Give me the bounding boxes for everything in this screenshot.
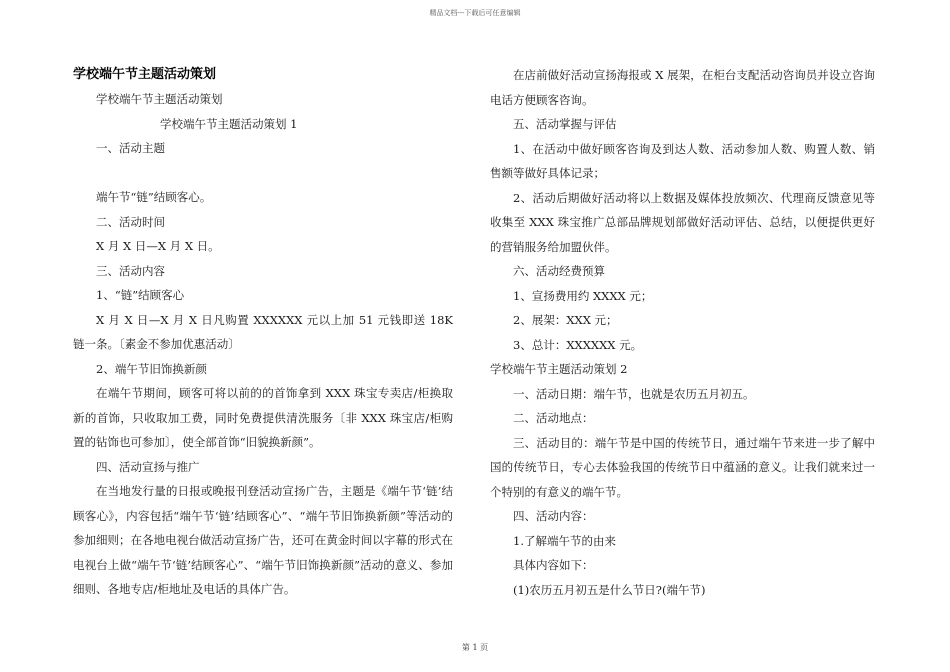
page-number: 第 1 页: [461, 643, 489, 652]
paragraph: X 月 X 日—X 月 X 日。: [96, 239, 220, 253]
paragraph: 一、活动日期：端午节，也就是农历五月初五。: [513, 386, 755, 401]
section-heading: 学校端午节主题活动策划 2: [490, 362, 628, 376]
section-heading: 一、活动主题: [96, 141, 165, 155]
paragraph: (1)农历五月初五是什么节日?(端午节): [513, 582, 706, 597]
right-column: [490, 63, 875, 602]
blank-line: [73, 161, 453, 186]
paragraph: 在当地发行量的日报或晚报刊登活动宣扬广告，主题是《端午节‘链’结顾客心》，内容包括“端午节‘链’结顾客心”、“端午节旧饰换新颜”等活动的参加细则；在各地电视台做活动宣扬广告，还可在黄金时间以字幕的形式在电视台上做“端午节‘链’结顾客心”、“端午节旧饰换新颜”活动的意义、参加细则、各地专店/柜地址及电话的具体广告。: [73, 484, 453, 596]
section-heading: 四、活动内容：: [513, 509, 594, 523]
paragraph: 1、在活动中做好顾客咨询及到达人数、活动参加人数、购置人数、销售额等做好具体记录；: [490, 141, 875, 180]
section-heading: 四、活动宣扬与推广: [96, 459, 200, 474]
section-heading: 三、活动内容: [96, 263, 165, 278]
paragraph: 2、展架：XXX 元；: [513, 313, 618, 327]
paragraph: 2、端午节旧饰换新颜: [96, 361, 207, 376]
document-title: 学校端午节主题活动策划: [73, 67, 217, 82]
paragraph: X 月 X 日—X 月 X 日凡购置 XXXXXX 元以上加 51 元钱即送 18K 链一条。〔素金不参加优惠活动〕: [73, 312, 453, 351]
paragraph: 端午节“链”结顾客心。: [96, 190, 212, 204]
paragraph: 3、总计：XXXXXX 元。: [513, 337, 643, 352]
paragraph: 在店前做好活动宣扬海报或 X 展架，在柜台支配活动咨询员并设立咨询电话方便顾客咨询。: [490, 68, 875, 107]
paragraph: 二、活动地点：: [513, 411, 594, 425]
page-header: 精品文档---下载后可任意编辑: [429, 9, 521, 17]
paragraph: 1.了解端午节的由来: [513, 533, 616, 548]
paragraph: 具体内容如下：: [513, 558, 594, 572]
paragraph: 学校端午节主题活动策划: [96, 92, 223, 106]
section-heading: 二、活动时间: [96, 214, 165, 229]
section-heading: 学校端午节主题活动策划 1: [160, 116, 298, 131]
left-column: [73, 63, 453, 602]
section-heading: 五、活动掌握与评估: [513, 117, 617, 131]
paragraph: 在端午节期间，顾客可将以前的的首饰拿到 XXX 珠宝专卖店/柜换取新的首饰，只收取加工费，同时免费提供清洗服务〔非 XXX 珠宝店/柜购置的钻饰也可参加〕，使全部首饰“旧貌换新颜”。: [73, 386, 453, 449]
paragraph: 2、活动后期做好活动将以上数据及媒体投放频次、代理商反馈意见等收集至 XXX 珠宝推广总部品牌规划部做好活动评估、总结，以便提供更好的营销服务给加盟伙伴。: [490, 190, 875, 254]
section-heading: 六、活动经费预算: [513, 264, 605, 278]
paragraph: 1、“链”结顾客心: [96, 288, 185, 302]
paragraph: 1、宣扬费用约 XXXX 元；: [513, 288, 653, 303]
paragraph: 三、活动目的：端午节是中国的传统节日，通过端午节来进一步了解中国的传统节日，专心去体验我国的传统节日中蕴涵的意义。让我们就来过一个特别的有意义的端午节。: [490, 435, 875, 499]
